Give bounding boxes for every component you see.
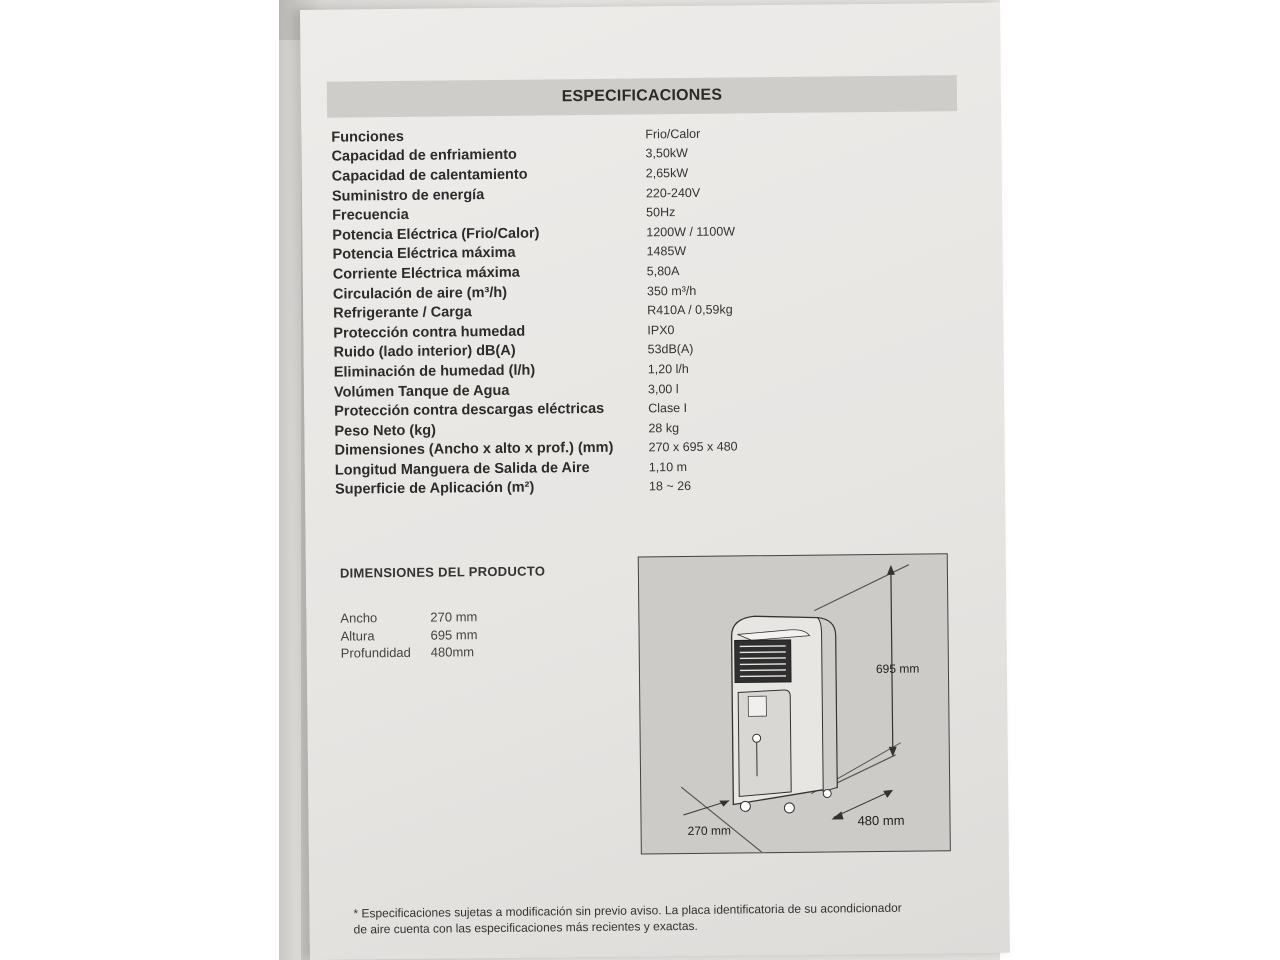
spec-value: 1,10 m — [648, 459, 688, 475]
spec-label: Volúmen Tanque de Agua — [333, 382, 510, 401]
spec-label: Ruido (lado interior) dB(A) — [333, 343, 516, 361]
dimension-value: 480mm — [430, 644, 475, 660]
spec-value: 5,80A — [646, 263, 680, 279]
spec-value: 18 ~ 26 — [648, 479, 692, 494]
spec-label: Potencia Eléctrica (Frio/Calor) — [332, 225, 540, 244]
dimension-value: 270 mm — [430, 609, 478, 625]
spec-value: 3,50kW — [645, 146, 688, 161]
spec-value: 1,20 l/h — [647, 361, 689, 377]
width-label: 270 mm — [687, 823, 732, 838]
section-header — [327, 75, 957, 118]
spec-label: Eliminación de humedad (l/h) — [333, 362, 536, 381]
spec-label: Protección contra humedad — [333, 323, 526, 342]
spec-label: Capacidad de calentamiento — [331, 166, 528, 185]
spec-value: 50Hz — [646, 205, 676, 220]
footnote-text: * Especificaciones sujetas a modificación sin previo aviso. La placa identificatoria de su acondicionador de aire cuenta con las especificaciones más recientes y exactas. — [353, 900, 902, 937]
dimensions-list — [340, 608, 478, 662]
air-conditioner-drawing — [639, 554, 950, 853]
dimension-label: Profundidad — [340, 645, 411, 661]
spec-value: 220-240V — [645, 185, 701, 200]
spec-label: Protección contra descargas eléctricas — [334, 400, 605, 420]
spec-label: Suministro de energía — [331, 186, 485, 205]
spec-label: Superficie de Aplicación (m²) — [334, 480, 535, 499]
dimension-value: 695 mm — [430, 626, 478, 643]
spec-value: 350 m³/h — [646, 283, 697, 298]
dimension-row — [341, 643, 478, 662]
spec-value: 3,00 l — [647, 381, 679, 396]
previous-page-edge — [279, 40, 301, 960]
spec-value: 1485W — [646, 244, 687, 259]
section-title: ESPECIFICACIONES — [561, 86, 723, 106]
spec-value: R410A / 0,59kg — [647, 302, 733, 318]
spec-label: Funciones — [331, 128, 404, 146]
spec-label: Dimensiones (Ancho x alto x prof.) (mm) — [334, 440, 614, 459]
spec-value: 2,65kW — [645, 165, 689, 181]
spec-label: Peso Neto (kg) — [334, 422, 437, 440]
dimension-row — [340, 608, 477, 627]
dimension-label: Altura — [340, 628, 375, 644]
specifications-table — [331, 121, 975, 500]
spec-value: 1200W / 1100W — [646, 224, 736, 240]
product-dimension-figure — [638, 553, 951, 854]
spec-label: Circulación de aire (m³/h) — [332, 284, 508, 303]
dimensions-title: DIMENSIONES DEL PRODUCTO — [339, 563, 546, 581]
depth-label: 480 mm — [857, 812, 905, 829]
spec-value: Frio/Calor — [645, 126, 701, 142]
spec-label: Refrigerante / Carga — [333, 304, 472, 322]
spec-label: Corriente Eléctrica máxima — [332, 264, 520, 283]
spec-value: 28 kg — [648, 420, 680, 436]
height-label: 695 mm — [875, 661, 920, 677]
spec-label: Potencia Eléctrica máxima — [332, 245, 516, 264]
spec-label: Longitud Manguera de Salida de Aire — [334, 459, 590, 479]
spec-value: 270 x 695 x 480 — [648, 439, 738, 455]
spec-label: Frecuencia — [332, 207, 409, 224]
spec-value: IPX0 — [647, 322, 675, 338]
manual-page — [300, 3, 1010, 960]
dimension-row — [340, 626, 477, 645]
spec-value: 53dB(A) — [647, 342, 694, 357]
spec-value: Clase I — [648, 401, 688, 416]
dimension-label: Ancho — [340, 610, 378, 626]
spec-label: Capacidad de enfriamiento — [331, 147, 517, 166]
